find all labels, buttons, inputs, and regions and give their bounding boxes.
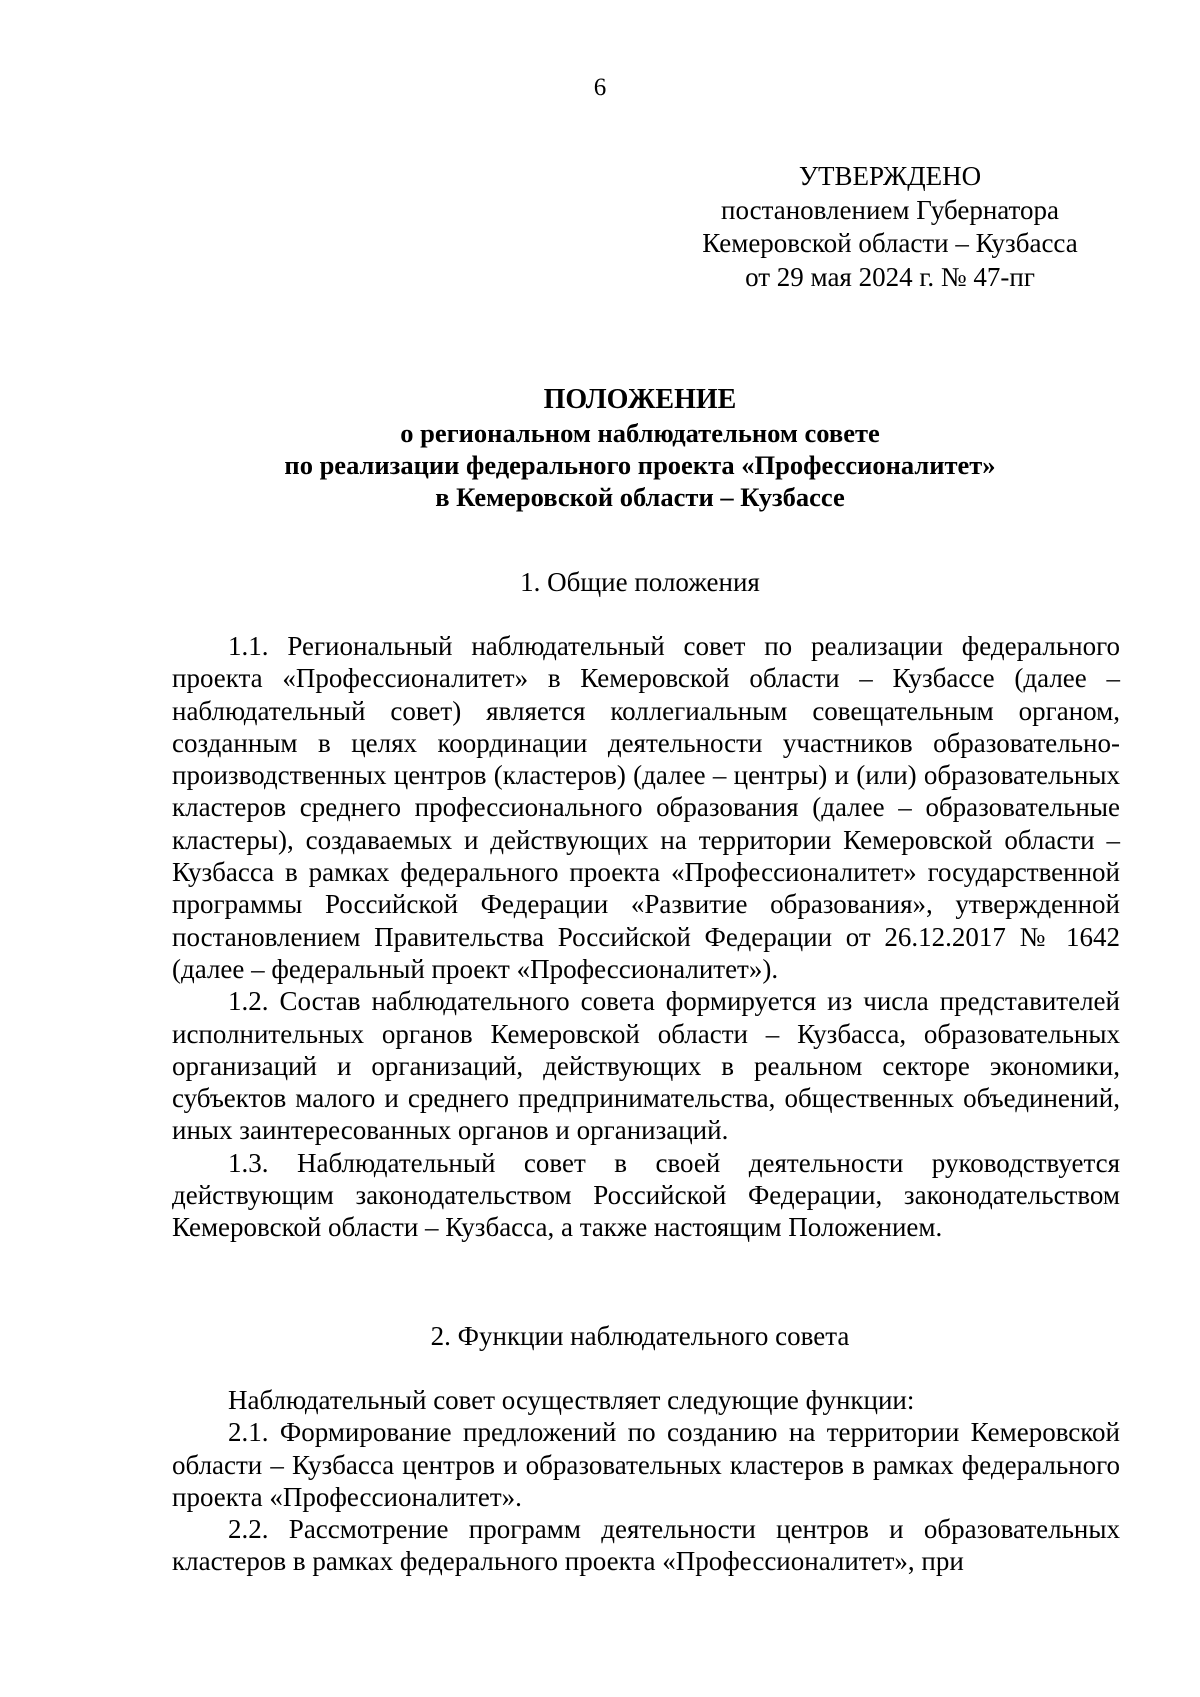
functions-intro: Наблюдательный совет осуществляет следующие функции:	[228, 1385, 915, 1415]
approval-line: постановлением Губернатора	[721, 194, 1059, 225]
paragraph-1-2: 1.2. Состав наблюдательного совета формируется из числа представителей исполнительных органов Кемеровской области – Кузбасса, образовательных организаций и организаций, действующих в реальном секторе экономики, субъектов малого и среднего предпринимательства, общественных объединений, иных заинтересованных органов и организаций.	[172, 986, 1120, 1146]
paragraph-1-1: 1.1. Региональный наблюдательный совет по реализации федерального проекта «Профессионалитет» в Кемеровской области – Кузбассе (далее – наблюдательный совет) является коллегиальным совещательным органом, созданным в целях координации деятельности участников образовательно-производственных центров (кластеров) (далее – центры) и (или) образовательных кластеров среднего профессионального образования (далее – образовательные кластеры), создаваемых и действующих на территории Кемеровской области – Кузбасса в рамках федерального проекта «Профессионалитет» государственной программы Российской Федерации «Развитие образования», утвержденной постановлением Правительства Российской Федерации от 26.12.2017 № 1642 (далее – федеральный проект «Профессионалитет»).	[172, 631, 1120, 984]
paragraph-1-3: 1.3. Наблюдательный совет в своей деятельности руководствуется действующим законодательством Российской Федерации, законодательством Кемеровской области – Кузбасса, а также настоящим Положением.	[172, 1147, 1120, 1243]
section-heading-general: 1. Общие положения	[520, 567, 760, 597]
approval-stamp-block	[660, 160, 1120, 294]
document-title	[160, 383, 1120, 513]
approval-line: от 29 мая 2024 г. № 47-пг	[745, 261, 1035, 292]
section-functions-body	[172, 1384, 1120, 1578]
approval-line: УТВЕРЖДЕНО	[798, 161, 982, 191]
title-line: в Кемеровской области – Кузбассе	[435, 482, 845, 512]
title-line: по реализации федерального проекта «Профессионалитет»	[284, 450, 996, 480]
title-line: о региональном наблюдательном совете	[400, 418, 880, 448]
title-main: ПОЛОЖЕНИЕ	[543, 384, 737, 415]
section-general-body	[172, 630, 1120, 1244]
approval-line: Кемеровской области – Кузбасса	[702, 228, 1078, 258]
paragraph-2-2: 2.2. Рассмотрение программ деятельности центров и образовательных кластеров в рамках федерального проекта «Профессионалитет», при	[172, 1514, 1120, 1577]
section-heading-functions: 2. Функции наблюдательного совета	[430, 1321, 850, 1351]
page-number: 6	[593, 74, 607, 101]
paragraph-2-1: 2.1. Формирование предложений по созданию на территории Кемеровской области – Кузбасса центров и образовательных кластеров в рамках федерального проекта «Профессионалитет».	[172, 1417, 1120, 1512]
